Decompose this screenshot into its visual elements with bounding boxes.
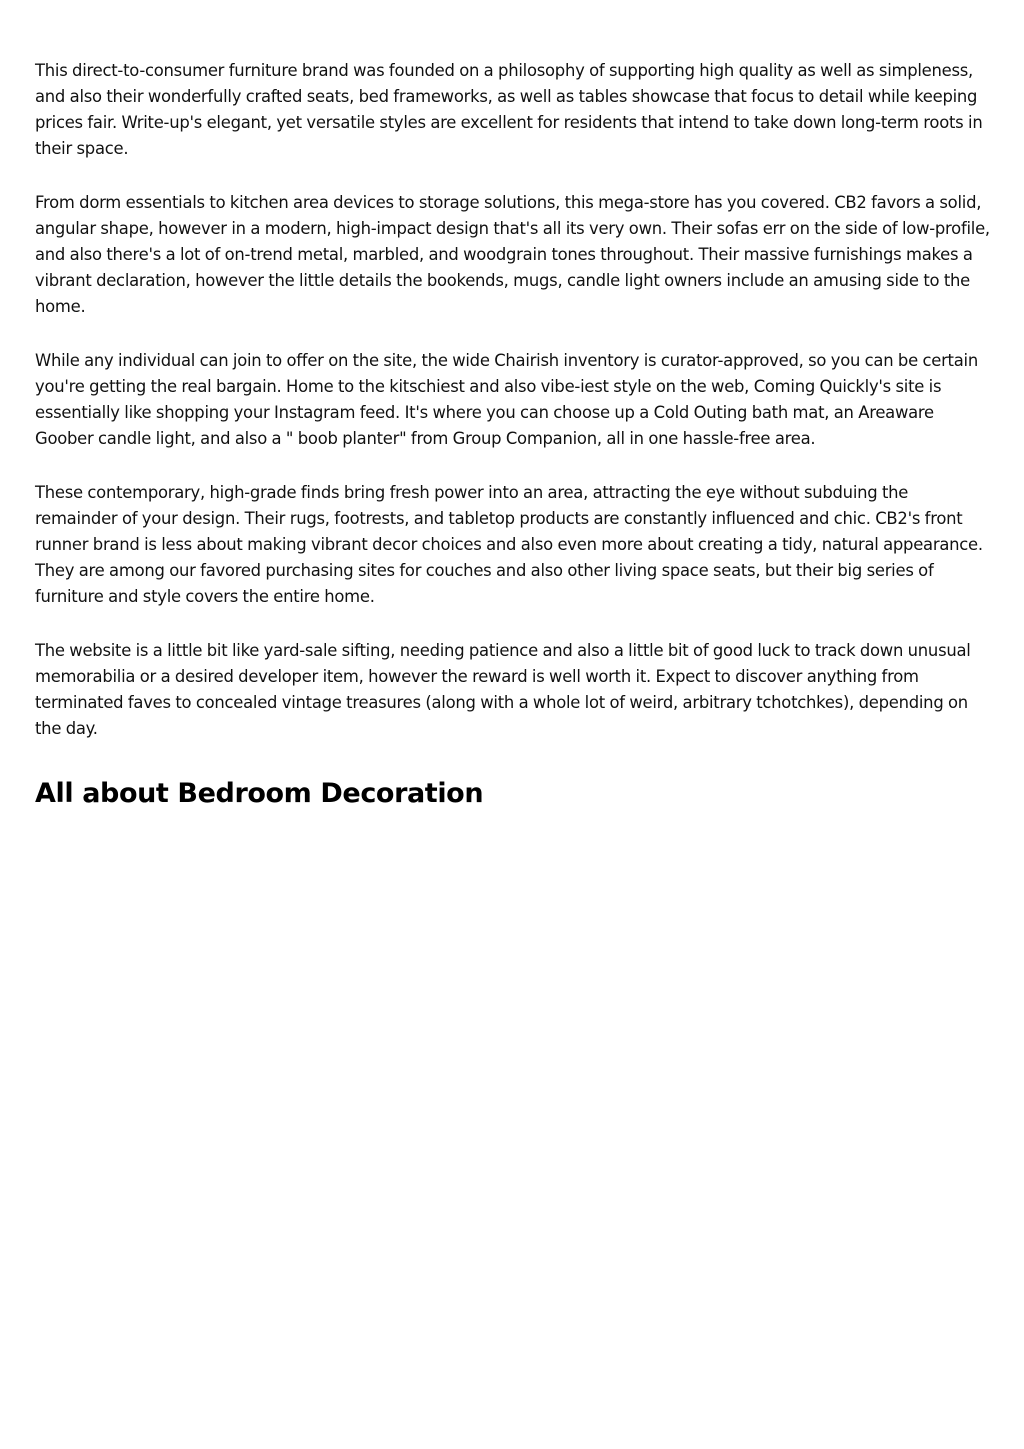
paragraph-2: From dorm essentials to kitchen area devices to storage solutions, this mega-store has you covered. CB2 favors a solid, angular shape, however in a modern, high-impact design that's all its very own. Their sofas err on the side of low-profile, and also there's a lot of on-trend metal, marbled, and woodgrain tones throughout. Their massive furnishings makes a vibrant declaration, however the little details the bookends, mugs, candle light owners include an amusing side to the home.: [35, 193, 990, 316]
paragraph-4: These contemporary, high-grade finds bring fresh power into an area, attracting the eye without subduing the remainder of your design. Their rugs, footrests, and tabletop products are constantly influenced and chic. CB2's front runner brand is less about making vibrant decor choices and also even more about creating a tidy, natural appearance. They are among our favored purchasing sites for couches and also other living space seats, but their big series of furniture and style covers the entire home.: [35, 483, 983, 606]
section-heading: All about Bedroom Decoration: [35, 778, 484, 809]
paragraph-3: While any individual can join to offer on the site, the wide Chairish inventory is curator-approved, so you can be certain you're getting the real bargain. Home to the kitschiest and also vibe-iest style on the web, Coming Quickly's site is essentially like shopping your Instagram feed. It's where you can choose up a Cold Outing bath mat, an Areaware Goober candle light, and also a " boob planter" from Group Companion, all in one hassle-free area.: [35, 351, 978, 448]
paragraph-5: The website is a little bit like yard-sale sifting, needing patience and also a little bit of good luck to track down unusual memorabilia or a desired developer item, however the reward is well worth it. Expect to discover anything from terminated faves to concealed vintage treasures (along with a whole lot of weird, arbitrary tchotchkes), depending on the day.: [35, 641, 971, 738]
paragraph-1: This direct-to-consumer furniture brand was founded on a philosophy of supporting high quality as well as simpleness, and also their wonderfully crafted seats, bed frameworks, as well as tables showcase that focus to detail while keeping prices fair. Write-up's elegant, yet versatile styles are excellent for residents that intend to take down long-term roots in their space.: [35, 61, 983, 158]
article: [35, 58, 993, 812]
